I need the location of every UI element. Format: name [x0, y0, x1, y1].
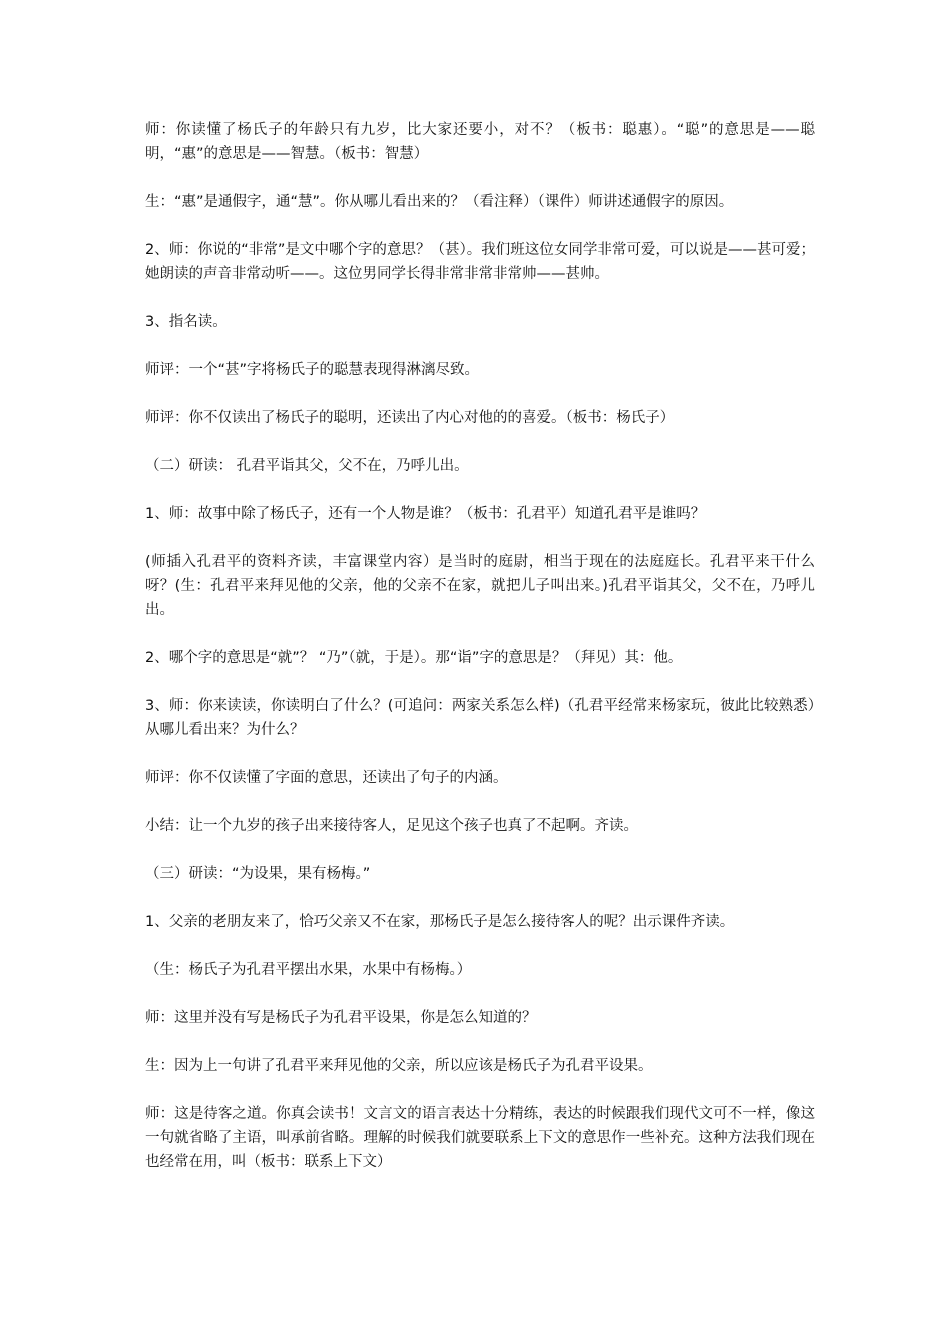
paragraph-shiping-xiai: 师评：你不仅读出了杨氏子的聪明，还读出了内心对他的的喜爱。（板书：杨氏子）: [145, 410, 675, 426]
paragraph-summary: 小结：让一个九岁的孩子出来接待客人，足见这个孩子也真了不起啊。齐读。: [145, 818, 638, 834]
section-heading-3: （三）研读：“为设果，果有杨梅。”: [145, 866, 371, 882]
paragraph-shiping-neihan: 师评：你不仅读懂了字面的意思，还读出了句子的内涵。: [145, 770, 508, 786]
paragraph-student-yangmei: （生：杨氏子为孔君平摆出水果，水果中有杨梅。）: [145, 962, 472, 978]
paragraph-kongjunping-who: 1、师：故事中除了杨氏子，还有一个人物是谁？（板书：孔君平）知道孔君平是谁吗？: [145, 506, 706, 522]
paragraph-student-tongjia: 生：“惠”是通假字，通“慧”。你从哪儿看出来的？（看注释）（课件）师讲述通假字的原因。: [145, 194, 734, 210]
paragraph-read-understand: 3、师：你来读读，你读明白了什么？(可追问：两家关系怎么样)（孔君平经常来杨家玩，彼此比较熟悉）从哪儿看出来？为什么？: [145, 698, 815, 738]
paragraph-kongjunping-info: (师插入孔君平的资料齐读，丰富课堂内容）是当时的庭尉，相当于现在的法庭庭长。孔君平来干什么呀？(生：孔君平来拜见他的父亲，他的父亲不在家，就把儿子叫出来。)孔君平诣其父，父不在，乃呼儿出。: [145, 554, 815, 618]
paragraph-teacher-intro: 师：你读懂了杨氏子的年龄只有九岁，比大家还要小，对不？（板书：聪惠）。“聪”的意思是——聪明，“惠”的意思是——智慧。（板书：智慧）: [145, 122, 815, 162]
paragraph-teacher-daike: 师：这是待客之道。你真会读书！文言文的语言表达十分精练，表达的时候跟我们现代文可不一样，像这一句就省略了主语，叫承前省略。理解的时候我们就要联系上下文的意思作一些补充。这种方法我们现在也经常在用，叫（板书：联系上下文）: [145, 1106, 815, 1170]
paragraph-teacher-sheguo: 师：这里并没有写是杨氏子为孔君平设果，你是怎么知道的？: [145, 1010, 537, 1026]
paragraph-shiping-shen: 师评：一个“甚”字将杨氏子的聪慧表现得淋漓尽致。: [145, 362, 480, 378]
paragraph-student-sheguo: 生：因为上一句讲了孔君平来拜见他的父亲，所以应该是杨氏子为孔君平设果。: [145, 1058, 653, 1074]
paragraph-jiedai: 1、父亲的老朋友来了，恰巧父亲又不在家，那杨氏子是怎么接待客人的呢？出示课件齐读。: [145, 914, 735, 930]
paragraph-nai-yi: 2、哪个字的意思是“就”？ “乃”（就，于是）。那“诣”字的意思是？（拜见）其：他。: [145, 650, 683, 666]
document-page: [145, 118, 815, 1198]
paragraph-zhiming-du: 3、指名读。: [145, 314, 227, 330]
paragraph-feichang: 2、师：你说的“非常”是文中哪个字的意思？（甚）。我们班这位女同学非常可爱，可以说是——甚可爱；她朗读的声音非常动听——。这位男同学长得非常非常非常帅——甚帅。: [145, 242, 815, 282]
section-heading-2: （二）研读： 孔君平诣其父，父不在，乃呼儿出。: [145, 458, 469, 474]
